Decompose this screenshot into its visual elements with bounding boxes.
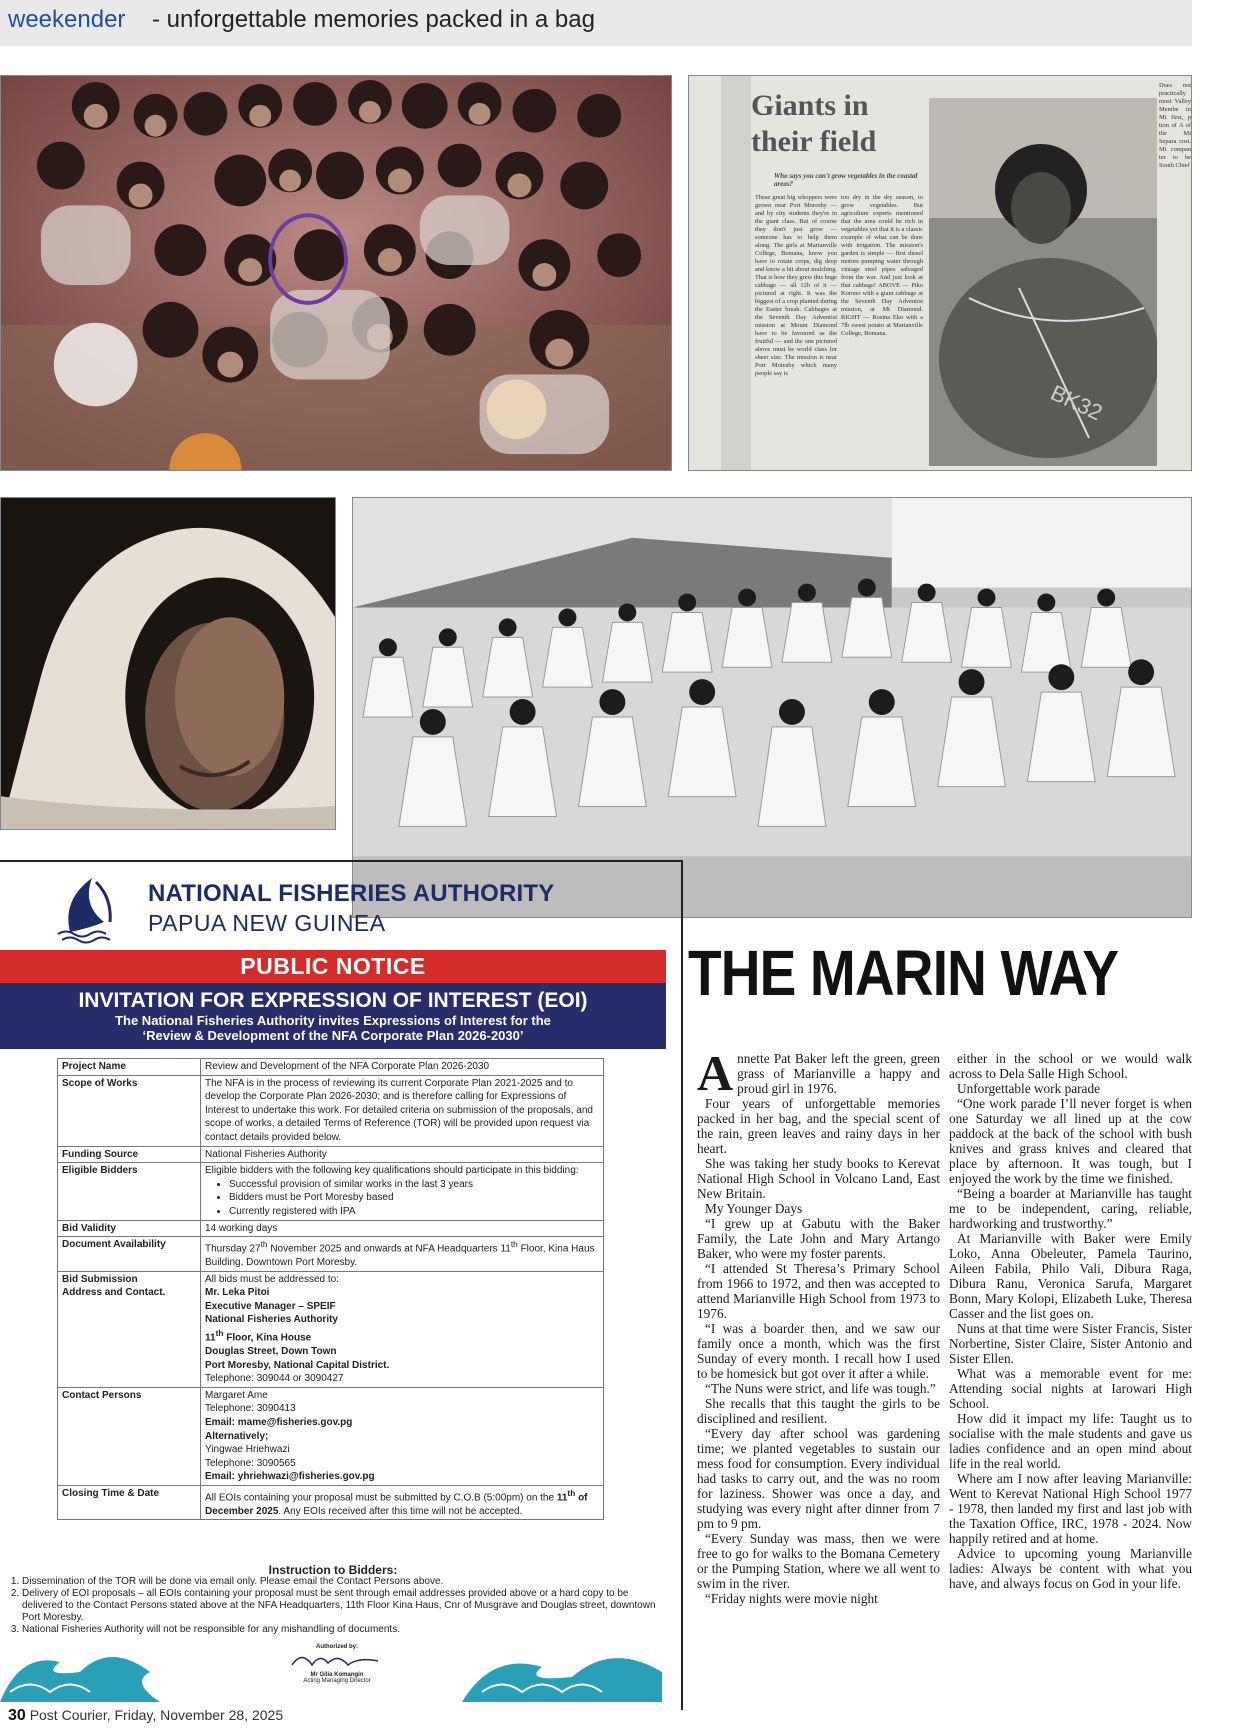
clipping-shadow <box>721 76 751 471</box>
row-label: Document Availability <box>58 1237 201 1272</box>
clipping-column-1: These great big whoppers were grown near Port Moresby — and by city students they're in the giant class. But of course they don't just grow — someone has to help them along. The girls at Marianville College, Bomana, know you have to rotate crops, dig deep and know a bit about mulching. That is how they grew this huge cabbage — all 12b of it — pictured at right. It was the biggest of a crop planted during the Easter break. Cabbages at the Seventh Day Adventist mission at Mount Diamond have to be favoured as the fruitful — and the one pictured above must be world class for sheer size. The mission is near Port Moresby which many people say is <box>755 194 837 377</box>
wave-decoration-right <box>462 1632 666 1702</box>
article-paragraph: Where am I now after leaving Marianville: Went to Kerevat National High School 1977 - 1978, then landed my first and last job with the Taxation Office, IRC, 1978 - 2024. Now happily retired and at home. <box>949 1471 1192 1546</box>
row-label: Funding Source <box>58 1146 201 1163</box>
doc-text-2: November 2025 and onwards at NFA Headquarters 11 <box>267 1243 511 1255</box>
article-paragraph: Unforgettable work parade <box>957 1081 1101 1096</box>
contact-email[interactable]: Email: mame@fisheries.gov.pg <box>205 1416 353 1428</box>
org-country: PAPUA NEW GUINEA <box>148 910 386 936</box>
article-paragraph: “Every day after school was gardening time; we planted vegetables to sustain our mess food for consumption. Every individual had tasks to carry out, and the was no room for laziness. Shower was once a day, and studying was every night after dinner from 7 pm to 9 pm. <box>697 1426 940 1531</box>
submission-line: Executive Manager – SPEIF <box>205 1300 336 1312</box>
article-paragraph: “Every Sunday was mass, then we were free to go for walks to the Bomana Cemetery or the Pumping Station, where we all went to swim in the river. <box>697 1531 940 1591</box>
contact-line: Telephone: 3090413 <box>205 1403 296 1415</box>
row-value <box>201 1271 604 1387</box>
row-label: Scope of Works <box>58 1075 201 1146</box>
section-tagline: - unforgettable memories packed in a bag <box>152 6 595 33</box>
authorized-label: Authorized by: <box>316 1644 358 1650</box>
clipping-photo <box>929 98 1157 466</box>
floor-text: Floor, Kina House <box>223 1332 312 1344</box>
row-label: Closing Time & Date <box>58 1485 201 1520</box>
table-row <box>58 1220 604 1237</box>
row-label: Contact Persons <box>58 1387 201 1485</box>
school-group-photo <box>352 497 1192 918</box>
doc-sup-2: th <box>510 1239 518 1250</box>
drop-cap: A <box>697 1045 734 1101</box>
list-item: 3. National Fisheries Authority will not be responsible for any mishandling of documents. <box>22 1624 666 1636</box>
clipping-title-1: Giants in <box>751 89 869 122</box>
contact-email[interactable]: Email: yhriehwazi@fisheries.gov.pg <box>205 1471 375 1483</box>
row-value <box>201 1237 604 1272</box>
public-notice-banner: PUBLIC NOTICE <box>0 950 666 983</box>
list-item: 2. Delivery of EOI proposals – all EOIs containing your proposal must be sent through email addresses provided above or a hard copy to be delivered to the Contact Persons stated above at the NFA Headquarters, 11th Floor Kina Haus, Cnr of Musgrave and Douglas street, downtown Port Moresby. <box>22 1588 666 1624</box>
row-value <box>201 1485 604 1520</box>
row-label-line: Bid Submission <box>62 1273 138 1285</box>
row-label: Bid Validity <box>58 1220 201 1237</box>
instructions-list <box>0 1576 666 1636</box>
submission-line: All bids must be addressed to: <box>205 1273 339 1285</box>
clipping-side-column: Does not practically most Valley Membe in Mi first, p tion of A of the Mi Separa cost. Mi compan ter to be South Chief <box>1159 82 1191 169</box>
row-value: The NFA is in the process of reviewing its current Corporate Plan 2021-2025 and to develop the Corporate Plan 2026-2030; and is therefore calling for Expressions of Interest to undertake this work. For detailed criteria on submission of the proposals, and scope of works, a detailed Terms of Reference (TOR) will be provided upon request via contact details provided below. <box>201 1075 604 1146</box>
table-row <box>58 1059 604 1076</box>
table-row <box>58 1271 604 1387</box>
table-row <box>58 1146 604 1163</box>
eoi-banner <box>0 983 666 1049</box>
list-item: • Bidders must be Port Moresby based <box>229 1191 599 1205</box>
article-paragraph: Advice to upcoming young Marianville ladies: Always be content with what you have, and always focus on God in your life. <box>949 1546 1192 1591</box>
row-label: Eligible Bidders <box>58 1163 201 1220</box>
page-footer <box>8 1707 283 1725</box>
signer-name: Mr Gilia Komangin <box>310 1672 364 1678</box>
instructions <box>0 1564 666 1636</box>
contact-line: Alternatively; <box>205 1430 269 1442</box>
group-photo-color <box>0 75 672 471</box>
floor-sup: th <box>215 1328 224 1339</box>
submission-line: Telephone: 309044 or 3090427 <box>205 1373 344 1385</box>
eoi-title: INVITATION FOR EXPRESSION OF INTEREST (EOI) <box>78 989 588 1012</box>
submission-line: National Fisheries Authority <box>205 1314 338 1326</box>
public-notice-ad <box>0 860 683 1710</box>
article-paragraph: “Friday nights were movie night <box>705 1591 878 1606</box>
eligible-list <box>229 1178 599 1219</box>
table-row <box>58 1387 604 1485</box>
contact-line: Telephone: 3090565 <box>205 1457 296 1469</box>
signature-mark <box>282 1650 392 1670</box>
article-paragraph: How did it impact my life: Taught us to socialise with the male students and gave us ladies confidence and an open mind about life in the real world. <box>949 1411 1192 1471</box>
row-value <box>201 1163 604 1220</box>
org-name: NATIONAL FISHERIES AUTHORITY <box>148 880 555 907</box>
eoi-details-table <box>57 1058 604 1520</box>
closing-text: All EOIs containing your proposal must be submitted by C.O.B (5:00pm) on the <box>205 1492 557 1504</box>
article-paragraph: nnette Pat Baker left the green, green grass of Marianville a happy and proud girl in 1976. <box>737 1051 940 1096</box>
article-paragraph: “I was a boarder then, and we saw our family once a month, which was the first Sunday of every month. I recall how I used to be homesick but got over it after a while. <box>697 1321 940 1381</box>
table-row <box>58 1485 604 1520</box>
submission-line: Port Moresby, National Capital District. <box>205 1359 390 1371</box>
section-header <box>0 0 1192 46</box>
article-paragraph: At Marianville with Baker were Emily Loko, Anna Obeleuter, Pamela Taurino, Aileen Fabila, Philo Vali, Dibura Raga, Dibura Ranu, Veronica Sarufa, Margaret Bonn, Mary Kolopi, Elizabeth Luke, Theresa Casser and the list goes on. <box>949 1231 1192 1321</box>
doc-text-3: Floor, Kina Haus Building, Downtown Port Moresby. <box>205 1243 595 1269</box>
contact-line: Yingwae Hriehwazi <box>205 1444 290 1456</box>
closing-date: of December 2025 <box>205 1492 588 1517</box>
closing-sup: th <box>567 1487 576 1498</box>
row-label: Project Name <box>58 1059 201 1076</box>
eoi-subtitle-1: The National Fisheries Authority invites Expressions of Interest for the <box>115 1013 551 1028</box>
article-paragraph: Four years of unforgettable memories packed in her bag, and the special scent of the rain, green leaves and rainy days in her heart. <box>697 1096 940 1156</box>
submission-line: Mr. Leka Pitoi <box>205 1287 270 1299</box>
row-value <box>201 1387 604 1485</box>
eoi-subtitle-2: ‘Review & Development of the NFA Corporate Plan 2026-2030’ <box>142 1028 524 1043</box>
doc-sup-1: th <box>260 1239 268 1250</box>
wave-decoration-left <box>0 1632 160 1702</box>
article-paragraph: She recalls that this taught the girls to be disciplined and resilient. <box>697 1396 940 1426</box>
article-paragraph: She was taking her study books to Kerevat National High School in Volcano Land, East New Britain. <box>697 1156 940 1201</box>
row-label-line: Address and Contact. <box>62 1287 166 1299</box>
article-paragraph: My Younger Days <box>705 1201 803 1216</box>
newspaper-clipping <box>688 75 1192 471</box>
table-row <box>58 1163 604 1220</box>
clipping-column-2: too dry in the dry season, to grow vegetables. But agriculture experts mentioned that the area could be rich in vegetables yet that it is a classic example of what can be done with irrigation. The mission's garden is simple — first diesel motors pumping water through vintage steel pipes salvaged from the war. And just look at that cabbage! ABOVE — Piko Korono with a giant cabbage at the Seventh Day Adventist mission, at Mt Diamond. RIGHT — Rosina Eko with a 7lb sweet potato at Marianville College, Bomana. <box>841 194 923 337</box>
clipping-subtitle: Who says you can't grow vegetables in the coastal areas? <box>774 172 918 188</box>
row-value: Review and Development of the NFA Corporate Plan 2026-2030 <box>201 1059 604 1076</box>
signer-title: Acting Managing Director <box>303 1678 371 1684</box>
article-title: THE MARIN WAY <box>688 937 1119 1009</box>
doc-text-1: Thursday 27 <box>205 1243 261 1255</box>
article-paragraph: “One work parade I’ll never forget is when one Saturday we all lined up at the cow paddock at the back of the school with bush knives and grass knives and cleared that place by afternoon. It was tough, but I enjoyed the work by the time we finished. <box>949 1096 1192 1186</box>
article-paragraph: What was a memorable event for me: Attending social nights at Iarowari High School. <box>949 1366 1192 1411</box>
article-paragraph: “I attended St Theresa’s Primary School from 1966 to 1972, and then was accepted to attend Marianville High School from 1973 to 1976. <box>697 1261 940 1321</box>
article-column-1 <box>697 1045 940 1606</box>
article-paragraph: “The Nuns were strict, and life was tough.” <box>705 1381 936 1396</box>
portrait-photo <box>0 497 336 830</box>
row-label <box>58 1271 201 1387</box>
article-paragraph: “Being a boarder at Marianville has taught me to be independent, caring, reliable, hardworking and trustworthy.” <box>949 1186 1192 1231</box>
row-value: 14 working days <box>201 1220 604 1237</box>
row-value: National Fisheries Authority <box>201 1146 604 1163</box>
submission-line: Douglas Street, Down Town <box>205 1345 337 1357</box>
table-row <box>58 1237 604 1272</box>
list-item: 1. Dissemination of the TOR will be done via email only. Please email the Contact Persons above. <box>22 1576 666 1588</box>
section-name: weekender <box>8 6 126 33</box>
instructions-title: Instruction to Bidders: <box>268 1563 398 1577</box>
list-item: • Currently registered with IPA <box>229 1205 599 1219</box>
signature-block <box>282 1644 392 1684</box>
page-number: 30 <box>8 1707 26 1724</box>
publication-line: Post Courier, Friday, November 28, 2025 <box>29 1707 284 1723</box>
article-column-2 <box>949 1051 1192 1591</box>
floor-number: 11 <box>205 1332 216 1344</box>
closing-day: 11 <box>556 1492 568 1504</box>
article-paragraph: either in the school or we would walk across to Dela Salle High School. <box>949 1051 1192 1081</box>
clipping-title-2: their field <box>751 125 877 158</box>
list-item: • Successful provision of similar works in the last 3 years <box>229 1178 599 1192</box>
closing-text-2: . Any EOIs received after this time will not be accepted. <box>278 1505 523 1517</box>
eligible-intro: Eligible bidders with the following key qualifications should participate in this bidding: <box>205 1165 579 1177</box>
submission-line <box>205 1327 599 1345</box>
article-paragraph: Nuns at that time were Sister Francis, Sister Norbertine, Sister Claire, Sister Antonio and Sister Ellen. <box>949 1321 1192 1366</box>
clipping-headline <box>751 88 951 160</box>
article-paragraph: “I grew up at Gabutu with the Baker Family, the Late John and Mary Artango Baker, who were my foster parents. <box>697 1216 940 1261</box>
nfa-logo <box>52 870 132 946</box>
table-row <box>58 1075 604 1146</box>
svg-text:BK32: BK32 <box>1046 379 1107 426</box>
contact-line: Margaret Ame <box>205 1389 268 1401</box>
